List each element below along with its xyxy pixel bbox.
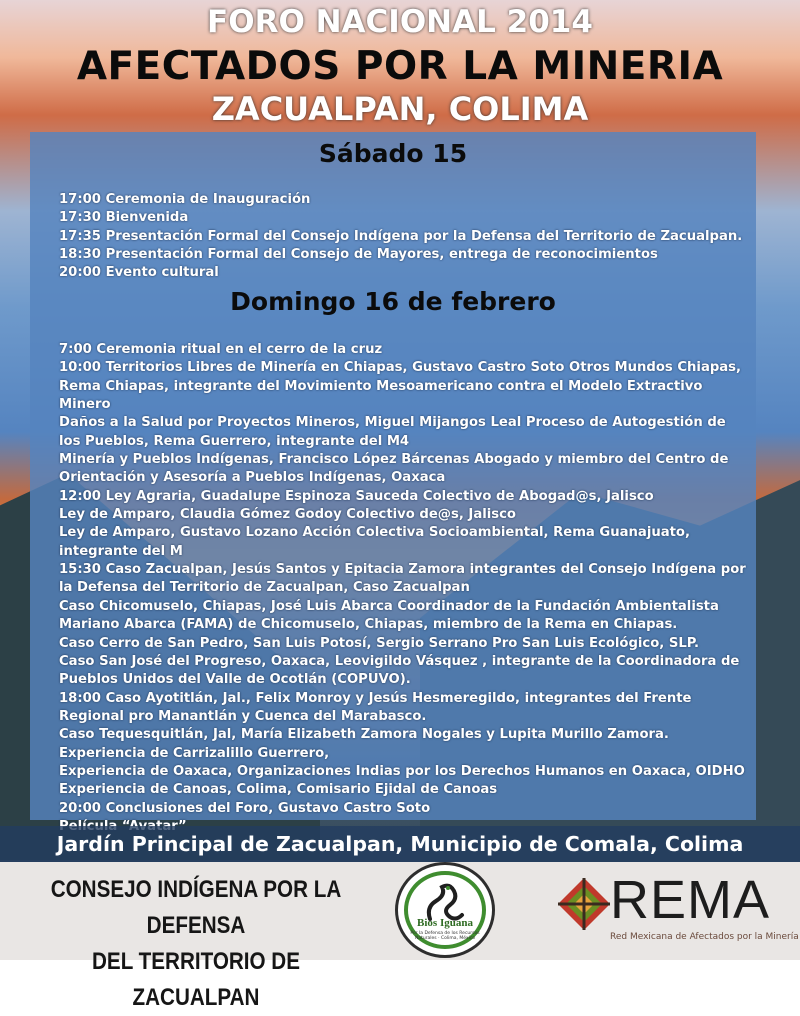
- schedule-item: Caso Cerro de San Pedro, San Luis Potosí, Sergio Serrano Pro San Luis Ecológico, SLP.: [59, 635, 700, 651]
- schedule-item: Experiencia de Carrizalillo Guerrero,: [59, 745, 330, 761]
- event-location: ZACUALPAN, COLIMA: [211, 90, 589, 128]
- organizer-line-1: CONSEJO INDÍGENA POR LA DEFENSA: [50, 876, 342, 939]
- schedule-item: Experiencia de Oaxaca, Organizaciones Indias por los Derechos Humanos en Oaxaca, OIDHO: [59, 763, 745, 779]
- rema-wordmark: REMA: [610, 870, 771, 930]
- schedule-item: Minería y Pueblos Indígenas, Francisco López Bárcenas Abogado y miembro del Centro de Orientación y Asesoría a Pueblos Indígenas, Oaxaca: [59, 452, 729, 486]
- schedule-item: 12:00 Ley Agraria, Guadalupe Espinoza Sauceda Colectivo de Abogad@s, Jalisco: [59, 488, 654, 504]
- schedule-item: 20:00 Evento cultural: [59, 265, 219, 281]
- schedule-item: 17:30 Bienvenida: [59, 210, 189, 226]
- bios-iguana-logo: [395, 862, 495, 958]
- event-title: FORO NACIONAL 2014: [207, 4, 593, 40]
- sunday-heading: Domingo 16 de febrero: [230, 287, 556, 316]
- organizer-line-2: DEL TERRITORIO DE ZACUALPAN: [92, 948, 300, 1011]
- schedule-item: 18:00 Caso Ayotitlán, Jal., Felix Monroy y Jesús Hesmeregildo, integrantes del Frente Regional pro Manantlán y Cuenca del Marabasco.: [59, 690, 692, 724]
- bios-iguana-tagline: Por la Defensa de los Recursos Naturales · Colima, México: [410, 931, 480, 941]
- schedule-item: 7:00 Ceremonia ritual en el cerro de la cruz: [59, 342, 383, 357]
- schedule-item: 15:30 Caso Zacualpan, Jesús Santos y Epitacia Zamora integrantes del Consejo Indígena por la Defensa del Territorio de Zacualpan, Caso Zacualpan: [59, 562, 746, 596]
- schedule-item: Daños a la Salud por Proyectos Mineros, Miguel Mijangos Leal Proceso de Autogestión de los Pueblos, Rema Guerrero, integrante del M4: [59, 415, 726, 449]
- schedule-item: Experiencia de Canoas, Colima, Comisario Ejidal de Canoas: [59, 782, 498, 798]
- schedule-item: Ley de Amparo, Gustavo Lozano Acción Colectiva Socioambiental, Rema Guanajuato, integrante del M: [59, 525, 691, 559]
- schedule-item: 18:30 Presentación Formal del Consejo de Mayores, entrega de reconocimientos: [59, 247, 658, 263]
- saturday-heading: Sábado 15: [318, 139, 468, 168]
- schedule-item: 17:35 Presentación Formal del Consejo Indígena por la Defensa del Territorio de Zacualpan.: [59, 228, 743, 244]
- schedule-item: Caso San José del Progreso, Oaxaca, Leovigildo Vásquez , integrante de la Coordinadora de Pueblos Unidos del Valle de Ocotlán (COPUVO).: [59, 653, 740, 688]
- bios-iguana-name: Bios Iguana: [417, 917, 473, 929]
- schedule-item: Ley de Amparo, Claudia Gómez Godoy Colectivo de@s, Jalisco: [59, 507, 516, 523]
- rema-tagline: Red Mexicana de Afectados por la Minería: [610, 932, 799, 942]
- schedule-item: Caso Tequesquitlán, Jal, María Elizabeth Zamora Nogales y Lupita Murillo Zamora.: [59, 727, 669, 743]
- event-subtitle: AFECTADOS POR LA MINERIA: [76, 44, 724, 89]
- schedule-item: 17:00 Ceremonia de Inauguración: [59, 192, 311, 207]
- saturday-schedule: [59, 191, 749, 283]
- rema-emblem-icon: [556, 876, 612, 932]
- organizer-name: [33, 872, 360, 1016]
- venue-banner: Jardín Principal de Zacualpan, Municipio de Comala, Colima: [0, 826, 800, 862]
- sunday-schedule: [59, 341, 749, 836]
- schedule-item: 10:00 Territorios Libres de Minería en Chiapas, Gustavo Castro Soto Otros Mundos Chiapas, Rema Chiapas, integrante del Movimiento Mesoamericano contra el Modelo Extractivo Minero: [59, 360, 742, 413]
- schedule-item: 20:00 Conclusiones del Foro, Gustavo Castro Soto: [59, 800, 431, 816]
- schedule-item: Caso Chicomuselo, Chiapas, José Luis Abarca Coordinador de la Fundación Ambientalista Mariano Abarca (FAMA) de Chicomuselo, Chiapas, miembro de la Rema en Chiapas.: [59, 598, 719, 633]
